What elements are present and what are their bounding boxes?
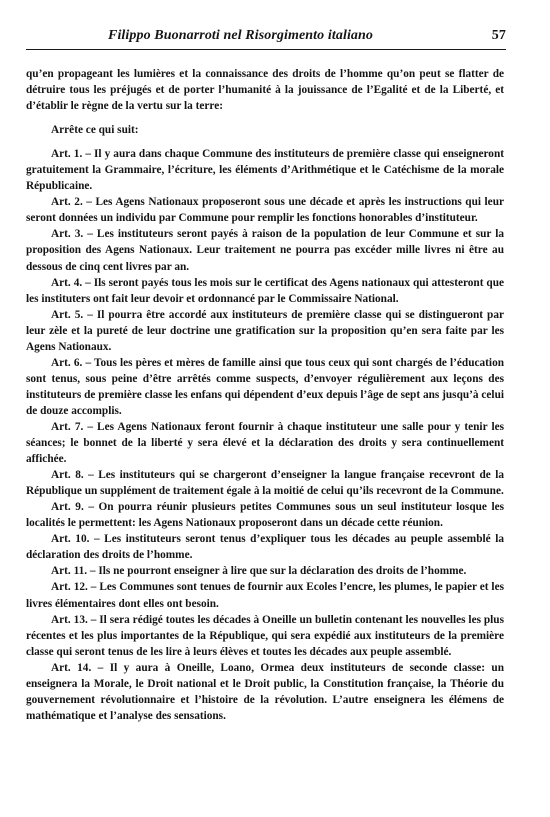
article-12 [26, 579, 504, 611]
article-label: Art. 12. [51, 581, 88, 594]
body-text [26, 66, 504, 724]
article-1 [26, 146, 504, 194]
article-3 [26, 226, 504, 274]
article-10 [26, 531, 504, 563]
decree-line: Arrête ce qui suit: [51, 124, 139, 137]
article-8 [26, 467, 504, 499]
article-5 [26, 307, 504, 355]
article-text: – Les Agens Nationaux proposeront sous une décade et après les instructions qui leur seront données un individu par Commune pour remplir les fonctions honorables d’instituteur. [26, 196, 504, 225]
article-13 [26, 612, 504, 660]
article-text: – Ils seront payés tous les mois sur le certificat des Agens nationaux qui attesteront que les instituters ont fait leur devoir et ordonnancé par le Commissaire National. [26, 276, 504, 305]
article-label: Art. 1. [51, 148, 83, 161]
article-label: Art. 4. [51, 276, 83, 289]
article-14 [26, 660, 504, 724]
article-list [26, 146, 504, 724]
article-label: Art. 2. [51, 196, 83, 209]
article-6 [26, 355, 504, 419]
article-text: – Les instituteurs seront payés à raison de la population de leur Commune et sur la proposition des Agens Nationaux. Leur traitement ne pourra pas excéder mille livres ni être au dessous de cinq cent livres par an. [26, 228, 504, 273]
header-rule [26, 49, 506, 50]
article-label: Art. 9. [51, 501, 84, 514]
article-11 [26, 563, 504, 579]
article-label: Art. 5. [51, 308, 84, 321]
article-text: – Les Communes sont tenues de fournir aux Ecoles l’encre, les plumes, le papier et les livres élémentaires dont elles ont besoin. [26, 581, 504, 610]
article-text: – Ils ne pourront enseigner à lire que sur la déclaration des droits de l’homme. [87, 565, 467, 578]
article-text: – Les Agens Nationaux feront fournir à chaque instituteur une salle pour y tenir les séances; le bonnet de la liberté y sera élevé et la déclaration des droits y sera continuellement affichée. [26, 420, 504, 466]
article-label: Art. 3. [51, 228, 84, 241]
article-text: – Il sera rédigé toutes les décades à Oneille un bulletin contenant les nouvelles les plus récentes et les plus importantes de la République, qui sera expédié aux instituteurs de la première classe qui seront tenus de les lire à leurs élèves et toutes les décades aux peuple assemblé. [26, 613, 504, 658]
article-label: Art. 8. [51, 469, 84, 482]
article-9 [26, 499, 504, 531]
intro-paragraph: qu’en propageant les lumières et la connaissance des droits de l’homme qu’on peut se flatter de détruire tous les préjugés et de porter l’humanité à la jouissance de l’Egalité et de la Liberté, et d’établir le règne de la vertu sur la terre: [26, 68, 504, 113]
running-head-title: Filippo Buonarroti nel Risorgimento italiano [108, 28, 374, 43]
article-label: Art. 6. [51, 356, 83, 369]
article-text: – Tous les pères et mères de famille ainsi que tous ceux qui sont chargés de l’éducation sont tenus, sous peine d’être arrêtés comme suspects, d’envoyer régulièrement aux leçons des instituteurs de première classe les enfans qui dépendent d’eux depuis l’âge de sept ans jusqu’à celui de douze accomplis. [26, 356, 504, 417]
article-label: Art. 7. [51, 420, 84, 433]
article-text: – Les instituteurs qui se chargeront d’enseigner la langue française recevront de la République un supplément de traitement égale à la moitié de celui qu’ils recevront de la Commune. [26, 469, 504, 498]
article-text: – Il pourra être accordé aux instituteurs de première classe qui se distingueront par leur zèle et la pureté de leur doctrine une gratification sur la proposition qu’en sera faite par les Agens Nationaux. [26, 308, 504, 353]
article-label: Art. 10. [51, 533, 90, 546]
running-head [26, 28, 506, 48]
article-2 [26, 194, 504, 226]
page-number: 57 [491, 28, 506, 43]
article-label: Art. 11. [51, 565, 88, 578]
article-text: – Il y aura dans chaque Commune des instituteurs de première classe qui enseigneront gratuitement la Grammaire, l’écriture, les éléments d’Arithmétique et le Catéchisme de la morale Républicaine. [26, 148, 504, 193]
article-text: – Il y aura à Oneille, Loano, Ormea deux instituteurs de seconde classe: un enseignera la Morale, le Droit national et le Droit public, la Constitution française, la Théorie du gouvernement révolutionnaire et l’histoire de la révolution. L’autre enseignera les élémens de mathématique et l’analyse des sensations. [26, 661, 504, 722]
article-text: – Les instituteurs seront tenus d’expliquer tous les décades au peuple assemblé la déclaration des droits de l’homme. [26, 533, 504, 562]
article-label: Art. 14. [51, 661, 92, 674]
article-label: Art. 13. [51, 613, 88, 626]
article-4 [26, 275, 504, 307]
article-7 [26, 419, 504, 467]
article-text: – On pourra réunir plusieurs petites Communes sous un seul instituteur losque les localités le permettent: les Agens Nationaux proposeront dans un décade cette réunion. [26, 501, 504, 530]
